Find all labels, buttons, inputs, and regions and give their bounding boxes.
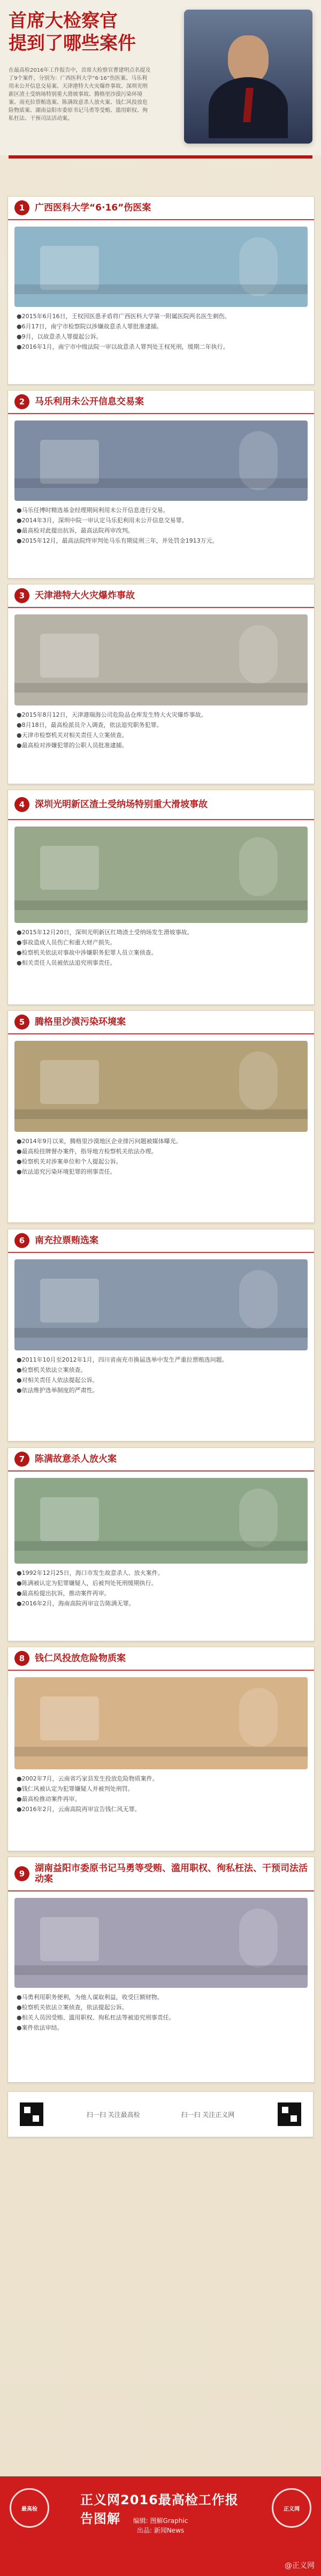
case-8-photo-line [14,1747,308,1756]
case-7-number: 7 [14,1452,29,1467]
case-7-p2: ●陈满被认定为犯罪嫌疑人，后被判处死刑缓期执行。 [17,1580,157,1587]
case-1-title: 广西医科大学“6·16”伤医案 [35,202,151,213]
case-1-text [8,312,314,361]
left-seal-icon: 最高检 [10,2488,49,2528]
case-8-text [8,1775,314,1823]
case-2-photo-shape [40,440,99,484]
case-4-photo-shape-2 [239,837,278,896]
case-1-head [8,197,314,220]
case-9-p4: ●案件依法审结。 [17,2024,63,2031]
case-9-p2: ●检察机关依法立案侦查，依法提起公诉。 [17,2004,128,2011]
case-1 [7,196,315,385]
case-9-text [8,1993,314,2041]
qr-code-right [276,2100,303,2128]
case-1-photo [14,227,308,307]
case-7-photo [14,1478,308,1564]
case-2-title: 马乐利用未公开信息交易案 [35,396,144,407]
case-9-p3: ●相关人员因受贿、滥用职权、徇私枉法等被追究刑事责任。 [17,2014,175,2021]
intro-text: 在最高检2016年工作报告中，首席大检察官曹建明点名提及了9个案件，分别为：广西医科大学“6·16”伤医案、马乐利用未公开信息交易案、天津港特大火灾爆炸事故、深圳光明新区渣土受纳场特别重大滑坡事故、腾格里沙漠污染环境案、南充拉票贿选案、陈满故意杀人放火案、钱仁风投放危险物质案、湖南益阳市委原书记马勇等受贿、滥用职权、徇私枉法、干预司法活动案。 [9,67,151,122]
case-1-p3: ●9月，以故意杀人罪提起公诉。 [17,333,102,340]
case-5-photo-shape [40,1060,99,1104]
case-9-title: 湖南益阳市委原书记马勇等受贿、滥用职权、徇私枉法、干预司法活动案 [35,1863,308,1884]
case-2-photo-line [14,478,308,488]
case-3-photo-line [14,683,308,693]
case-6-photo-line [14,1328,308,1338]
footer-meta [133,2516,188,2535]
qr-label-left: 扫一扫 关注最高检 [86,2111,140,2119]
case-2 [7,390,315,579]
case-2-p4: ●2015年12月，最高法院终审判处马乐有期徒刑三年，并处罚金1913万元。 [17,537,218,544]
case-5-p3: ●检察机关对涉案单位和个人提起公诉。 [17,1158,122,1165]
case-5-photo-shape-2 [239,1052,278,1110]
watermark: @正义网 [285,2562,315,2570]
case-3-p3: ●天津市检察机关对相关责任人立案侦查。 [17,732,128,739]
case-6 [7,1229,315,1441]
page-title [9,10,153,55]
case-6-text [8,1356,314,1404]
case-7-text [8,1569,314,1617]
case-1-p2: ●6月17日，南宁市检察院以涉嫌故意杀人罪批准逮捕。 [17,323,163,330]
case-2-photo [14,420,308,501]
case-6-photo-shape-2 [239,1270,278,1329]
case-8-p4: ●2016年2月，云南高院再审宣告钱仁风无罪。 [17,1806,141,1813]
case-8-number: 8 [14,1651,29,1666]
case-7-photo-shape [40,1497,99,1541]
case-4-p1: ●2015年12月20日，深圳光明新区红坳渣土受纳场发生滑坡事故。 [17,929,193,936]
case-3-text [8,711,314,759]
case-1-p4: ●2016年1月，南宁市中级法院一审以故意杀人罪判处王权死刑，缓期二年执行。 [17,343,229,350]
case-1-p1: ●2015年6月16日，王权因医患矛盾将广西医科大学第一附属医院两名医生刺伤。 [17,313,231,320]
case-5-title: 腾格里沙漠污染环境案 [35,1017,126,1027]
case-5-p2: ●最高检挂牌督办案件，指导地方检察机关依法办理。 [17,1148,157,1155]
case-4-p3: ●检察机关依法对事故中涉嫌职务犯罪人员立案侦查。 [17,949,157,956]
case-8-head [8,1647,314,1671]
case-1-photo-shape [40,246,99,290]
case-2-p3: ●最高检对此提出抗诉，最高法院再审改判。 [17,527,134,534]
case-5-photo [14,1041,308,1132]
case-3-number: 3 [14,588,29,603]
case-3-photo-shape-2 [239,625,278,684]
case-1-photo-line [14,284,308,294]
right-seal-icon: 正义网 [272,2488,311,2528]
case-4-photo [14,827,308,923]
case-5-head [8,1011,314,1034]
footer-brand: 正义网2016最高检工作报告图解 [80,2492,239,2526]
case-6-p4: ●依法维护选举制度的严肃性。 [17,1387,98,1394]
case-6-head [8,1229,314,1253]
case-7 [7,1447,315,1641]
case-9-photo-line [14,1965,308,1975]
case-9-head [8,1857,314,1891]
case-5-p1: ●2014年9月以来，腾格里沙漠地区企业排污问题被媒体曝光。 [17,1138,182,1145]
case-7-photo-shape-2 [239,1489,278,1548]
case-8-photo [14,1677,308,1769]
case-6-p2: ●检察机关依法立案侦查。 [17,1366,87,1373]
hero [0,0,321,155]
case-5-photo-line [14,1109,308,1119]
footer-line-1: 编辑: 图解Graphic [133,2517,188,2525]
case-6-number: 6 [14,1233,29,1248]
case-7-head [8,1448,314,1471]
case-8 [7,1647,315,1851]
case-6-p1: ●2011年10月至2012年1月，四川省南充市换届选举中发生严重拉票贿选问题。 [17,1356,228,1363]
case-5 [7,1010,315,1223]
case-8-p3: ●最高检推动案件再审。 [17,1796,81,1803]
header-divider [9,155,312,159]
case-3-head [8,584,314,608]
case-6-photo [14,1259,308,1350]
case-2-p1: ●马乐任博时精选基金经理期间利用未公开信息进行交易。 [17,507,169,514]
case-4-photo-shape [40,846,99,890]
case-3-photo-shape [40,634,99,678]
case-9-photo-shape [40,1917,99,1961]
case-6-photo-shape [40,1279,99,1323]
footer [0,2476,321,2576]
case-4-title: 深圳光明新区渣土受纳场特别重大滑坡事故 [35,799,208,810]
case-7-photo-line [14,1541,308,1551]
case-9-photo [14,1898,308,1988]
case-3 [7,584,315,784]
case-7-title: 陈满故意杀人放火案 [35,1454,117,1465]
qr-code-left [18,2100,45,2128]
case-4-p4: ●相关责任人员被依法追究刑事责任。 [17,959,116,966]
portrait [184,10,312,144]
case-2-p2: ●2014年3月，深圳中院一审认定马乐犯利用未公开信息交易罪。 [17,517,188,524]
case-4-text [8,928,314,977]
case-9-photo-shape-2 [239,1909,278,1967]
case-3-p1: ●2015年8月12日，天津港瑞海公司危险品仓库发生特大火灾爆炸事故。 [17,711,207,718]
case-4-number: 4 [14,797,29,812]
case-4 [7,790,315,1005]
case-6-title: 南充拉票贿选案 [35,1235,98,1246]
case-8-p1: ●2002年7月，云南省巧家县发生投放危险物质案件。 [17,1775,158,1782]
footer-line-2: 出品: 新闻News [136,2527,185,2534]
case-2-number: 2 [14,394,29,409]
case-7-p1: ●1992年12月25日，海口市发生故意杀人、放火案件。 [17,1569,164,1576]
qr-label-right: 扫一扫 关注正义网 [181,2111,235,2119]
case-4-p2: ●事故造成人员伤亡和重大财产损失。 [17,939,116,946]
case-3-p4: ●最高检对涉嫌犯罪的公职人员批准逮捕。 [17,742,128,749]
case-5-number: 5 [14,1015,29,1030]
case-3-p2: ●8月18日，最高检派员介入调查，依法追究职务犯罪。 [17,722,163,729]
case-3-title: 天津港特大火灾爆炸事故 [35,590,135,601]
case-7-p4: ●2016年2月，海南高院再审宣告陈满无罪。 [17,1600,135,1607]
qr-panel [7,2091,314,2137]
case-9-number: 9 [14,1866,29,1881]
case-8-title: 钱仁风投放危险物质案 [35,1653,126,1664]
title-line-1: 首席大检察官 [9,10,118,32]
case-2-head [8,390,314,414]
case-7-p3: ●最高检提出抗诉，推动案件再审。 [17,1590,110,1597]
title-line-2: 提到了哪些案件 [9,33,136,54]
case-6-p3: ●对相关责任人依法提起公诉。 [17,1377,98,1384]
case-1-number: 1 [14,200,29,215]
case-2-text [8,506,314,554]
portrait-head [228,35,269,84]
case-8-photo-shape [40,1696,99,1740]
case-3-photo [14,614,308,705]
case-4-photo-line [14,900,308,910]
case-4-head [8,790,314,820]
case-8-p2: ●钱仁风被认定为犯罪嫌疑人并被判处刑罚。 [17,1785,134,1792]
case-8-photo-shape-2 [239,1688,278,1747]
case-9 [7,1857,315,2083]
case-9-p1: ●马勇利用职务便利，为他人谋取利益，收受巨额财物。 [17,1994,163,2001]
case-5-text [8,1137,314,1185]
case-5-p4: ●依法追究污染环境犯罪的刑事责任。 [17,1168,116,1175]
